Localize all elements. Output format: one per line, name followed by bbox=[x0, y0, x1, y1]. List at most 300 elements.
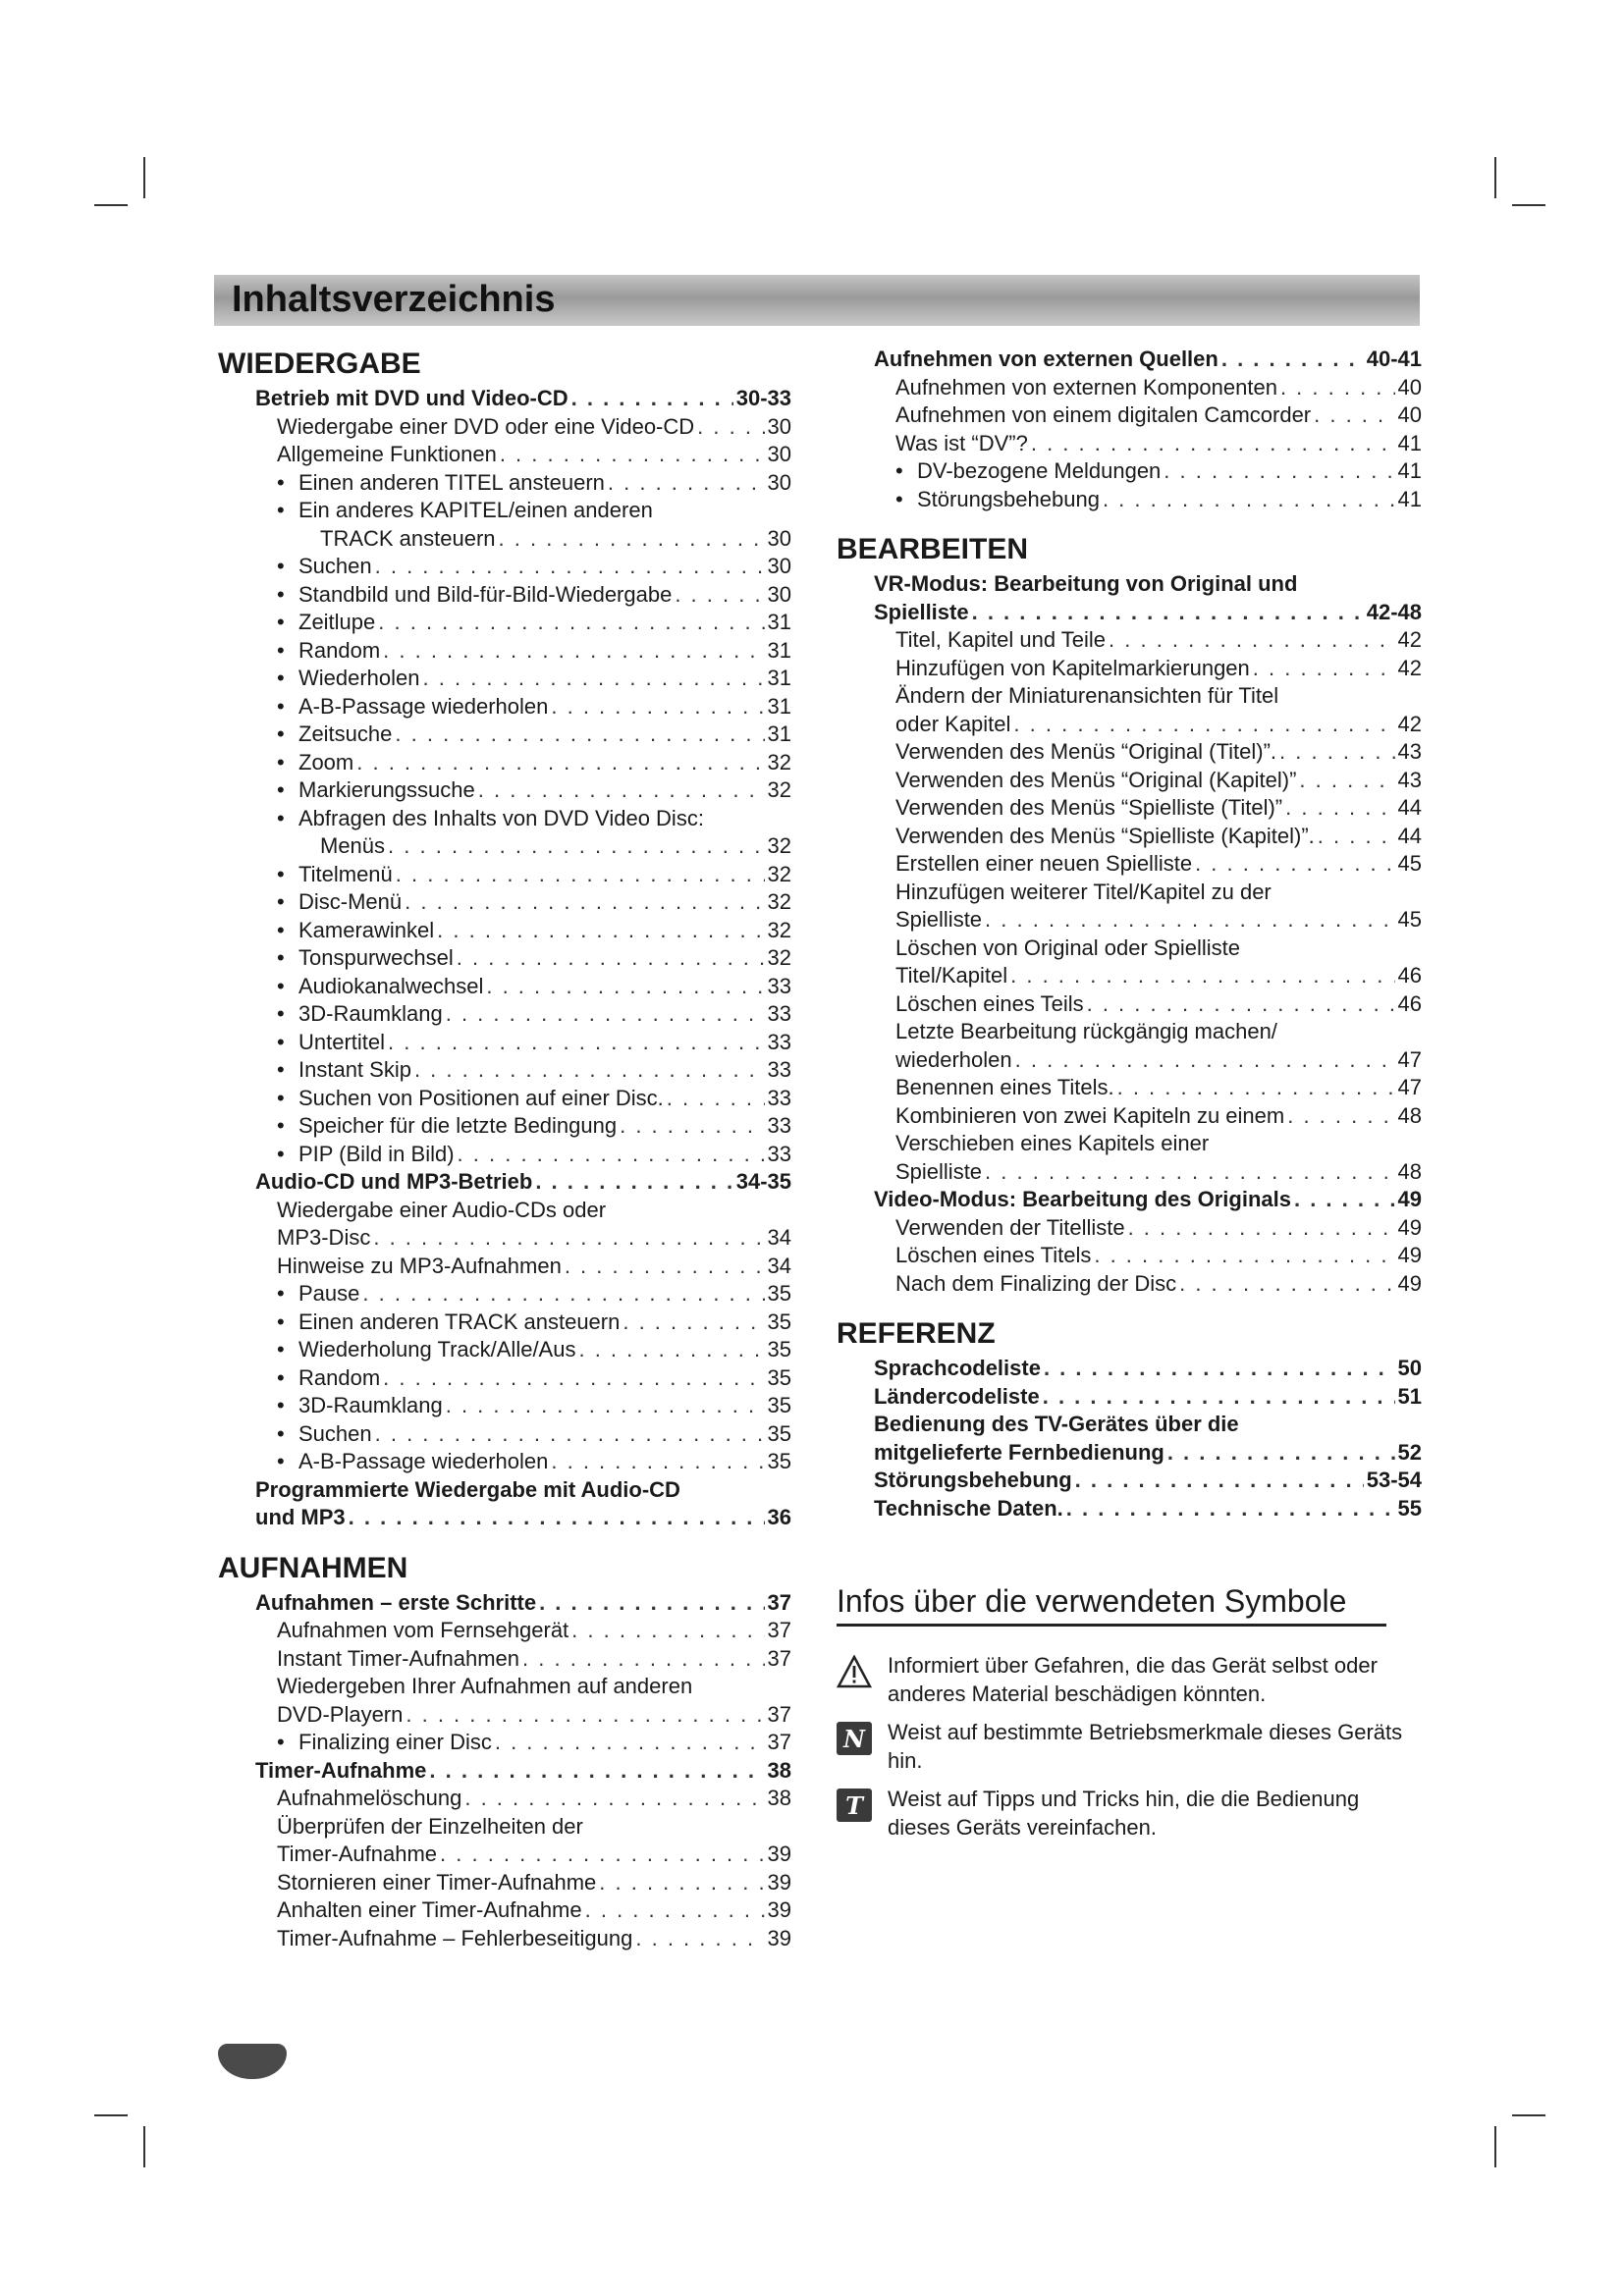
toc-page-number: 47 bbox=[1397, 1075, 1422, 1099]
dot-leader bbox=[620, 1112, 764, 1141]
bullet-icon: • bbox=[277, 1001, 285, 1026]
bullet-icon: • bbox=[277, 498, 285, 522]
toc-entry-label bbox=[277, 1869, 596, 1897]
toc-entry-label bbox=[895, 823, 1315, 851]
toc-page-number: 30 bbox=[767, 442, 791, 466]
toc-entry-label bbox=[895, 682, 1278, 711]
toc-entry[interactable] bbox=[218, 1448, 791, 1476]
toc-entry[interactable] bbox=[218, 525, 791, 554]
toc-page-number: 35 bbox=[767, 1308, 791, 1334]
toc-entry[interactable] bbox=[218, 497, 791, 525]
toc-entry[interactable] bbox=[218, 1364, 791, 1393]
toc-entry-text: Timer-Aufnahme – Fehlerbeseitigung bbox=[277, 1925, 633, 1950]
toc-page-number: 32 bbox=[767, 777, 791, 802]
dot-leader bbox=[1285, 794, 1394, 823]
toc-entry[interactable] bbox=[837, 346, 1422, 374]
section-heading: BEARBEITEN bbox=[837, 533, 1029, 565]
toc-entry[interactable] bbox=[218, 973, 791, 1001]
toc-entry[interactable] bbox=[837, 374, 1422, 402]
toc-entry[interactable] bbox=[218, 1701, 791, 1730]
dot-leader bbox=[349, 1504, 765, 1532]
page-number-tab bbox=[218, 2044, 287, 2079]
toc-page-number: 37 bbox=[767, 1589, 791, 1615]
toc-entry[interactable] bbox=[218, 832, 791, 861]
toc-entry-text: Hinweise zu MP3-Aufnahmen bbox=[277, 1253, 562, 1278]
toc-entry-text: mitgelieferte Fernbedienung bbox=[874, 1439, 1164, 1465]
toc-entry[interactable] bbox=[837, 711, 1422, 739]
dot-leader bbox=[458, 1141, 765, 1169]
dot-leader bbox=[1066, 1495, 1395, 1523]
dot-leader bbox=[1318, 823, 1395, 851]
toc-entry-label bbox=[895, 1018, 1277, 1046]
toc-entry[interactable] bbox=[837, 626, 1422, 655]
bullet-icon: • bbox=[277, 917, 285, 942]
dot-leader bbox=[1103, 486, 1395, 514]
toc-entry-text: Was ist “DV”? bbox=[895, 430, 1028, 455]
toc-entry[interactable] bbox=[218, 469, 791, 498]
toc-entry[interactable] bbox=[837, 1130, 1422, 1158]
toc-page-number: 32 bbox=[767, 945, 791, 970]
toc-page-number: 33 bbox=[767, 1141, 791, 1166]
dot-leader bbox=[362, 1280, 764, 1308]
toc-entry-label bbox=[895, 906, 982, 934]
toc-entry-label bbox=[874, 599, 969, 627]
toc-left-column bbox=[218, 346, 791, 1952]
toc-entry[interactable] bbox=[218, 1729, 791, 1757]
toc-entry-text: Sprachcodeliste bbox=[874, 1356, 1041, 1380]
toc-entry-label bbox=[895, 850, 1192, 879]
toc-entry[interactable] bbox=[218, 1757, 791, 1786]
toc-page-number: 39 bbox=[767, 1925, 791, 1950]
toc-entry-text: Kamerawinkel bbox=[298, 917, 435, 942]
toc-entry-label bbox=[895, 794, 1282, 823]
bullet-icon: • bbox=[277, 554, 285, 578]
toc-entry[interactable] bbox=[837, 430, 1422, 458]
dot-leader bbox=[1279, 738, 1395, 767]
dot-leader bbox=[499, 525, 765, 554]
toc-entry[interactable] bbox=[837, 1074, 1422, 1102]
toc-page-number: 49 bbox=[1397, 1187, 1422, 1211]
bullet-icon: • bbox=[277, 749, 285, 774]
dot-leader bbox=[1195, 850, 1394, 879]
toc-entry[interactable] bbox=[218, 1589, 791, 1618]
toc-page-number: 50 bbox=[1397, 1356, 1422, 1380]
toc-entry[interactable] bbox=[218, 1673, 791, 1701]
toc-page-number: 39 bbox=[767, 1897, 791, 1922]
toc-entry-text: Timer-Aufnahme bbox=[277, 1842, 438, 1866]
dot-leader bbox=[1164, 457, 1394, 486]
toc-entry[interactable] bbox=[837, 906, 1422, 934]
dot-leader bbox=[1075, 1467, 1364, 1495]
toc-entry[interactable] bbox=[837, 879, 1422, 907]
toc-entry[interactable] bbox=[218, 1869, 791, 1897]
toc-page-number: 35 bbox=[767, 1281, 791, 1306]
toc-page-number: 53-54 bbox=[1366, 1468, 1422, 1492]
toc-entry[interactable] bbox=[218, 1224, 791, 1253]
toc-entry-label bbox=[298, 1056, 411, 1085]
toc-entry[interactable] bbox=[218, 1197, 791, 1225]
toc-entry[interactable] bbox=[218, 441, 791, 469]
toc-entry-text: DV-bezogene Meldungen bbox=[917, 458, 1162, 483]
toc-entry[interactable] bbox=[218, 888, 791, 917]
crop-mark bbox=[1512, 204, 1545, 206]
toc-entry-text: Verwenden des Menüs “Spielliste (Titel)” bbox=[895, 795, 1283, 820]
dot-leader bbox=[486, 973, 764, 1001]
toc-entry-text: Löschen von Original oder Spielliste bbox=[895, 934, 1240, 960]
toc-entry[interactable] bbox=[837, 767, 1422, 795]
toc-page-number: 40 bbox=[1397, 402, 1422, 427]
toc-entry-label bbox=[917, 486, 1100, 514]
toc-entry[interactable] bbox=[218, 581, 791, 610]
toc-entry[interactable] bbox=[218, 749, 791, 777]
toc-entry[interactable] bbox=[837, 570, 1422, 599]
dot-leader bbox=[383, 1364, 764, 1393]
dot-leader bbox=[551, 1448, 764, 1476]
toc-entry[interactable] bbox=[218, 553, 791, 581]
toc-entry[interactable] bbox=[218, 1392, 791, 1420]
toc-entry[interactable] bbox=[837, 599, 1422, 627]
dot-leader bbox=[375, 553, 765, 581]
toc-entry-label bbox=[255, 1168, 532, 1197]
toc-entry-label bbox=[298, 1336, 575, 1364]
dot-leader bbox=[535, 1168, 732, 1197]
dot-leader bbox=[1010, 962, 1394, 990]
toc-page-number: 34 bbox=[767, 1253, 791, 1278]
dot-leader bbox=[1031, 430, 1395, 458]
toc-entry[interactable] bbox=[837, 457, 1422, 486]
crop-mark bbox=[94, 2114, 128, 2116]
toc-entry-label bbox=[917, 457, 1161, 486]
toc-entry-label bbox=[895, 1242, 1091, 1270]
toc-entry[interactable] bbox=[837, 794, 1422, 823]
toc-entry-label bbox=[298, 1029, 385, 1057]
toc-entry-text: Suchen bbox=[298, 554, 372, 578]
toc-entry[interactable] bbox=[837, 1102, 1422, 1131]
toc-entry[interactable] bbox=[837, 486, 1422, 514]
toc-entry[interactable] bbox=[837, 990, 1422, 1019]
toc-page-number: 32 bbox=[767, 917, 791, 942]
toc-page-number: 32 bbox=[767, 833, 791, 858]
toc-entry-label bbox=[895, 879, 1272, 907]
toc-entry-label bbox=[298, 693, 548, 721]
toc-entry[interactable] bbox=[837, 1186, 1422, 1214]
toc-entry[interactable] bbox=[218, 1280, 791, 1308]
toc-page-number: 42 bbox=[1397, 655, 1422, 680]
toc-page-number: 30 bbox=[767, 525, 791, 551]
dot-leader bbox=[1109, 626, 1394, 655]
bullet-icon: • bbox=[277, 1057, 285, 1082]
toc-entry[interactable] bbox=[218, 1141, 791, 1169]
toc-entry-text: Störungsbehebung bbox=[917, 486, 1100, 511]
toc-page-number: 49 bbox=[1397, 1270, 1422, 1296]
symbol-warning-text: Informiert über Gefahren, die das Gerät selbst oder anderes Material beschädigen könnten. bbox=[888, 1653, 1378, 1706]
toc-entry[interactable] bbox=[218, 776, 791, 805]
toc-entry[interactable] bbox=[218, 1896, 791, 1925]
toc-entry-label bbox=[277, 441, 497, 469]
toc-entry-label bbox=[298, 1112, 617, 1141]
toc-entry[interactable] bbox=[218, 1645, 791, 1674]
toc-entry[interactable] bbox=[218, 1308, 791, 1337]
toc-entry[interactable] bbox=[218, 1813, 791, 1842]
toc-entry[interactable] bbox=[218, 1785, 791, 1813]
toc-page-number: 32 bbox=[767, 749, 791, 774]
toc-entry[interactable] bbox=[837, 1467, 1422, 1495]
toc-entry-label bbox=[298, 1420, 372, 1449]
dot-leader bbox=[1015, 1046, 1395, 1075]
toc-entry-text: Wiedergeben Ihrer Aufnahmen auf anderen bbox=[277, 1674, 693, 1698]
crop-mark bbox=[143, 2126, 145, 2167]
toc-page-number: 52 bbox=[1397, 1439, 1422, 1465]
crop-mark bbox=[143, 157, 145, 198]
toc-page-number: 44 bbox=[1397, 823, 1422, 848]
section-heading: WIEDERGABE bbox=[218, 347, 421, 380]
crop-mark bbox=[1512, 2114, 1545, 2116]
dot-leader bbox=[667, 1085, 765, 1113]
note-icon-glyph: N bbox=[843, 1725, 865, 1753]
bullet-icon: • bbox=[277, 889, 285, 914]
dot-leader bbox=[1280, 374, 1395, 402]
toc-entry[interactable] bbox=[837, 1439, 1422, 1468]
toc-entry-label bbox=[895, 767, 1296, 795]
toc-entry[interactable] bbox=[837, 738, 1422, 767]
toc-entry[interactable] bbox=[837, 850, 1422, 879]
dot-leader bbox=[599, 1869, 764, 1897]
toc-entry[interactable] bbox=[218, 861, 791, 889]
bullet-icon: • bbox=[277, 1420, 285, 1446]
dot-leader bbox=[985, 906, 1394, 934]
toc-entry[interactable] bbox=[218, 609, 791, 637]
crop-mark bbox=[1494, 2126, 1496, 2167]
toc-page-number: 40-41 bbox=[1366, 347, 1422, 371]
toc-entry-text: Random bbox=[298, 637, 381, 663]
toc-entry[interactable] bbox=[218, 1168, 791, 1197]
toc-entry-text: Instant Timer-Aufnahmen bbox=[277, 1645, 520, 1671]
toc-entry-label bbox=[895, 374, 1277, 402]
toc-entry[interactable] bbox=[218, 1000, 791, 1029]
toc-entry-text: Ändern der Miniaturenansichten für Titel bbox=[895, 683, 1279, 708]
dot-leader bbox=[1117, 1074, 1395, 1102]
toc-entry[interactable] bbox=[837, 1355, 1422, 1383]
toc-entry[interactable] bbox=[218, 1504, 791, 1532]
toc-entry[interactable] bbox=[218, 1029, 791, 1057]
toc-entry-label bbox=[298, 973, 483, 1001]
toc-entry[interactable] bbox=[218, 1085, 791, 1113]
toc-entry-label bbox=[255, 1757, 426, 1786]
toc-entry-label bbox=[277, 1197, 606, 1225]
toc-entry[interactable] bbox=[218, 1056, 791, 1085]
toc-entry[interactable] bbox=[837, 934, 1422, 963]
toc-entry-text: Kombinieren von zwei Kapiteln zu einem bbox=[895, 1102, 1285, 1128]
toc-entry-label bbox=[255, 1589, 536, 1618]
toc-entry-text: Einen anderen TRACK ansteuern bbox=[298, 1308, 621, 1334]
bullet-icon: • bbox=[277, 1393, 285, 1417]
toc-entry[interactable] bbox=[218, 721, 791, 749]
toc-entry-label bbox=[277, 1645, 519, 1674]
toc-entry-label bbox=[298, 1729, 492, 1757]
toc-entry[interactable] bbox=[218, 1336, 791, 1364]
toc-entry-label bbox=[298, 553, 372, 581]
toc-entry-label bbox=[277, 1813, 583, 1842]
toc-entry-text: Verwenden des Menüs “Original (Titel)”. bbox=[895, 739, 1277, 764]
bullet-icon: • bbox=[277, 637, 285, 663]
toc-entry-label bbox=[895, 655, 1250, 683]
toc-entry[interactable] bbox=[218, 944, 791, 973]
toc-entry-text: Aufnahmelöschung bbox=[277, 1786, 462, 1810]
dot-leader bbox=[1294, 1186, 1395, 1214]
tip-icon bbox=[837, 1789, 872, 1822]
dot-leader bbox=[383, 637, 764, 666]
toc-entry[interactable] bbox=[218, 693, 791, 721]
title-bar bbox=[214, 275, 1420, 326]
symbol-tip-text: Weist auf Tipps und Tricks hin, die die Bedienung dieses Geräts vereinfachen. bbox=[888, 1787, 1360, 1840]
dot-leader bbox=[1043, 1383, 1395, 1412]
toc-entry[interactable] bbox=[218, 1420, 791, 1449]
toc-page-number: 46 bbox=[1397, 990, 1422, 1016]
toc-entry[interactable] bbox=[218, 637, 791, 666]
toc-page-number: 45 bbox=[1397, 907, 1422, 932]
toc-entry[interactable] bbox=[837, 1214, 1422, 1243]
toc-entry-text: Wiedergabe einer DVD oder eine Video-CD bbox=[277, 413, 695, 439]
toc-entry[interactable] bbox=[837, 1046, 1422, 1075]
toc-entry-text: Störungsbehebung bbox=[874, 1468, 1072, 1492]
tip-icon-glyph: T bbox=[845, 1791, 863, 1820]
toc-entry-label bbox=[895, 738, 1276, 767]
toc-entry[interactable] bbox=[837, 1411, 1422, 1439]
toc-entry[interactable] bbox=[218, 917, 791, 945]
toc-entry-text: Verwenden der Titelliste bbox=[895, 1214, 1125, 1240]
toc-entry-text: Erstellen einer neuen Spielliste bbox=[895, 851, 1193, 876]
toc-entry-text: Audiokanalwechsel bbox=[298, 973, 484, 998]
toc-entry[interactable] bbox=[218, 805, 791, 833]
toc-page-number: 49 bbox=[1397, 1243, 1422, 1267]
dot-leader bbox=[388, 1029, 764, 1057]
toc-entry[interactable] bbox=[837, 401, 1422, 430]
toc-page-number: 35 bbox=[767, 1364, 791, 1390]
toc-entry-label bbox=[277, 1896, 582, 1925]
toc-entry[interactable] bbox=[218, 1617, 791, 1645]
dot-leader bbox=[495, 1729, 765, 1757]
toc-entry-label bbox=[895, 934, 1240, 963]
toc-entry[interactable] bbox=[837, 1018, 1422, 1046]
toc-entry[interactable] bbox=[218, 1112, 791, 1141]
toc-entry[interactable] bbox=[218, 1253, 791, 1281]
toc-entry-text: Standbild und Bild-für-Bild-Wiedergabe bbox=[298, 581, 673, 607]
dot-leader bbox=[571, 385, 733, 413]
dot-leader bbox=[437, 917, 764, 945]
dot-leader bbox=[565, 1253, 765, 1281]
bullet-icon: • bbox=[277, 693, 285, 719]
toc-page-number: 30 bbox=[767, 554, 791, 578]
toc-entry-label bbox=[895, 401, 1311, 430]
dot-leader bbox=[429, 1757, 764, 1786]
toc-entry-text: Ein anderes KAPITEL/einen anderen bbox=[298, 498, 653, 522]
toc-entry-text: Löschen eines Teils bbox=[895, 990, 1084, 1016]
dot-leader bbox=[464, 1785, 764, 1813]
toc-entry[interactable] bbox=[837, 682, 1422, 711]
toc-entry-text: 3D-Raumklang bbox=[298, 1001, 443, 1026]
toc-entry-text: Benennen eines Titels. bbox=[895, 1075, 1114, 1099]
bullet-icon: • bbox=[277, 805, 285, 830]
dot-leader bbox=[405, 888, 764, 917]
toc-entry-label bbox=[874, 1383, 1040, 1412]
toc-page-number: 42 bbox=[1397, 711, 1422, 736]
dot-leader bbox=[539, 1589, 764, 1618]
bullet-icon: • bbox=[277, 1337, 285, 1362]
dot-leader bbox=[635, 1925, 764, 1953]
toc-entry-text: Markierungssuche bbox=[298, 777, 475, 802]
toc-entry[interactable] bbox=[218, 413, 791, 442]
toc-page-number: 31 bbox=[767, 610, 791, 634]
toc-entry[interactable] bbox=[837, 1270, 1422, 1299]
symbols-heading: Infos über die verwendeten Symbole bbox=[837, 1580, 1386, 1627]
toc-entry-text: wiederholen bbox=[895, 1046, 1012, 1072]
toc-entry[interactable] bbox=[218, 1476, 791, 1505]
dot-leader bbox=[571, 1617, 764, 1645]
toc-entry-label bbox=[874, 1411, 1239, 1439]
toc-entry-text: DVD-Playern bbox=[277, 1701, 404, 1727]
toc-entry-label bbox=[298, 805, 704, 833]
bullet-icon: • bbox=[277, 1449, 285, 1473]
toc-entry[interactable] bbox=[837, 823, 1422, 851]
toc-entry[interactable] bbox=[837, 1242, 1422, 1270]
toc-entry-text: Aufnahmen – erste Schritte bbox=[255, 1589, 537, 1615]
toc-entry-label bbox=[298, 944, 454, 973]
toc-entry[interactable] bbox=[837, 1383, 1422, 1412]
toc-page-number: 35 bbox=[767, 1449, 791, 1473]
toc-entry-text: Random bbox=[298, 1364, 381, 1390]
toc-entry[interactable] bbox=[837, 655, 1422, 683]
toc-entry[interactable] bbox=[837, 1158, 1422, 1187]
toc-entry-label bbox=[895, 1270, 1176, 1299]
toc-entry-label bbox=[874, 1439, 1164, 1468]
toc-entry[interactable] bbox=[218, 385, 791, 413]
toc-page-number: 30 bbox=[767, 469, 791, 495]
bullet-icon: • bbox=[277, 1085, 285, 1110]
dot-leader bbox=[1087, 990, 1395, 1019]
toc-entry-label bbox=[255, 385, 568, 413]
toc-entry[interactable] bbox=[218, 1925, 791, 1953]
dot-leader bbox=[446, 1392, 765, 1420]
toc-entry[interactable] bbox=[218, 1841, 791, 1869]
toc-page-number: 34-35 bbox=[735, 1169, 791, 1194]
toc-page-number: 42 bbox=[1397, 627, 1422, 652]
toc-entry[interactable] bbox=[837, 1495, 1422, 1523]
toc-entry-label bbox=[298, 1448, 548, 1476]
toc-entry-text: Anhalten einer Timer-Aufnahme bbox=[277, 1897, 582, 1922]
toc-entry-text: Bedienung des TV-Gerätes über die bbox=[874, 1412, 1239, 1436]
toc-entry-label bbox=[298, 888, 402, 917]
toc-page-number: 37 bbox=[767, 1645, 791, 1671]
dot-leader bbox=[1094, 1242, 1394, 1270]
toc-entry-text: Technische Daten. bbox=[874, 1495, 1063, 1521]
toc-page-number: 37 bbox=[767, 1730, 791, 1754]
toc-page-number: 48 bbox=[1397, 1102, 1422, 1128]
dot-leader bbox=[406, 1701, 764, 1730]
toc-page-number: 35 bbox=[767, 1337, 791, 1362]
toc-entry[interactable] bbox=[218, 665, 791, 693]
toc-entry[interactable] bbox=[837, 962, 1422, 990]
toc-entry-text: Menüs bbox=[320, 833, 386, 858]
section-heading: REFERENZ bbox=[837, 1317, 996, 1350]
toc-page-number: 33 bbox=[767, 1057, 791, 1082]
toc-entry-text: Allgemeine Funktionen bbox=[277, 442, 497, 466]
toc-page-number: 39 bbox=[767, 1842, 791, 1866]
toc-entry-text: Zeitsuche bbox=[298, 721, 393, 746]
toc-entry-label bbox=[255, 1504, 346, 1532]
dot-leader bbox=[388, 832, 764, 861]
crop-mark bbox=[1494, 157, 1496, 198]
toc-entry-label bbox=[277, 1673, 692, 1701]
